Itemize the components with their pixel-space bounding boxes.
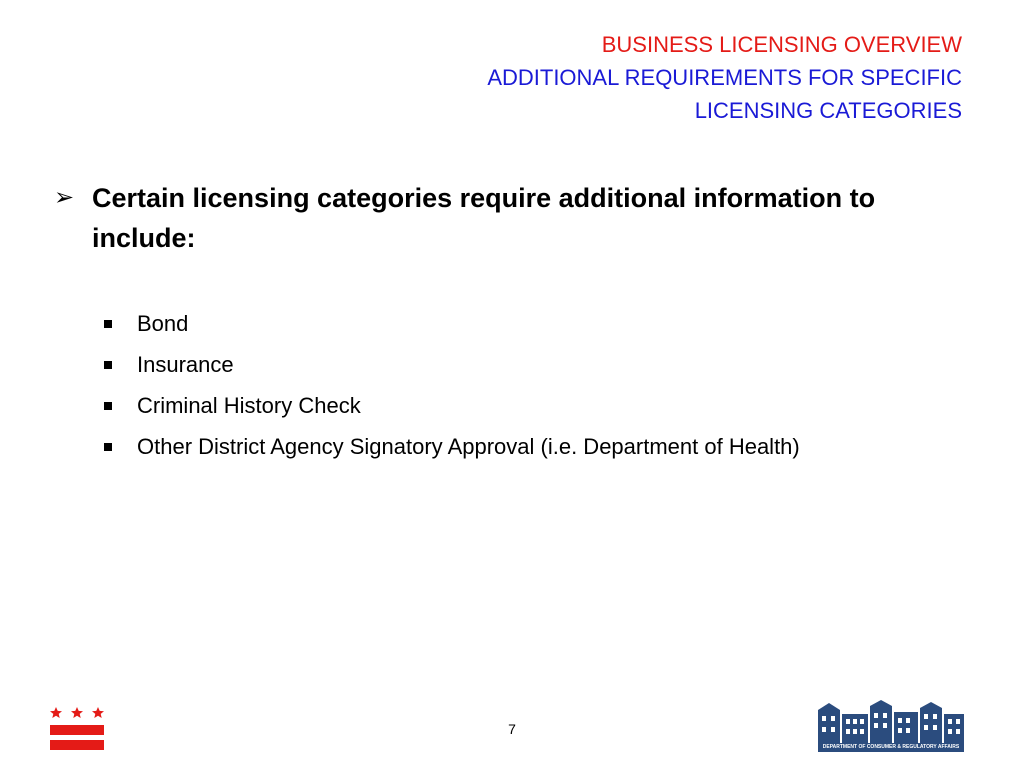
slide-subtitle-line-1: ADDITIONAL REQUIREMENTS FOR SPECIFIC (487, 65, 962, 90)
requirement-label: Other District Agency Signatory Approval (i.e. Department of Health) (137, 433, 800, 459)
square-bullet-icon (104, 443, 112, 451)
page-number: 7 (508, 721, 516, 737)
requirement-label: Insurance (137, 351, 234, 377)
square-bullet-icon (104, 402, 112, 410)
slide-subtitle-line-2: LICENSING CATEGORIES (694, 98, 962, 123)
arrow-bullet-icon: ➢ (54, 184, 75, 211)
square-bullet-icon (104, 361, 112, 369)
requirement-label: Criminal History Check (137, 392, 361, 418)
section-title: BUSINESS LICENSING OVERVIEW (601, 32, 962, 57)
logo-caption: DEPARTMENT OF CONSUMER & REGULATORY AFFAIRS (818, 743, 964, 752)
main-bullet (54, 178, 974, 258)
square-bullet-icon (104, 320, 112, 328)
slide-header (487, 28, 962, 127)
list-item (104, 385, 800, 426)
main-bullet-text: Certain licensing categories require additional information to include: (92, 183, 876, 253)
building-row-icon (818, 700, 964, 743)
requirement-label: Bond (137, 310, 189, 336)
list-item (104, 344, 800, 385)
requirements-list (104, 303, 800, 467)
dc-flag-icon (50, 707, 104, 751)
dcra-logo (818, 700, 964, 752)
list-item (104, 303, 800, 344)
list-item (104, 426, 800, 467)
